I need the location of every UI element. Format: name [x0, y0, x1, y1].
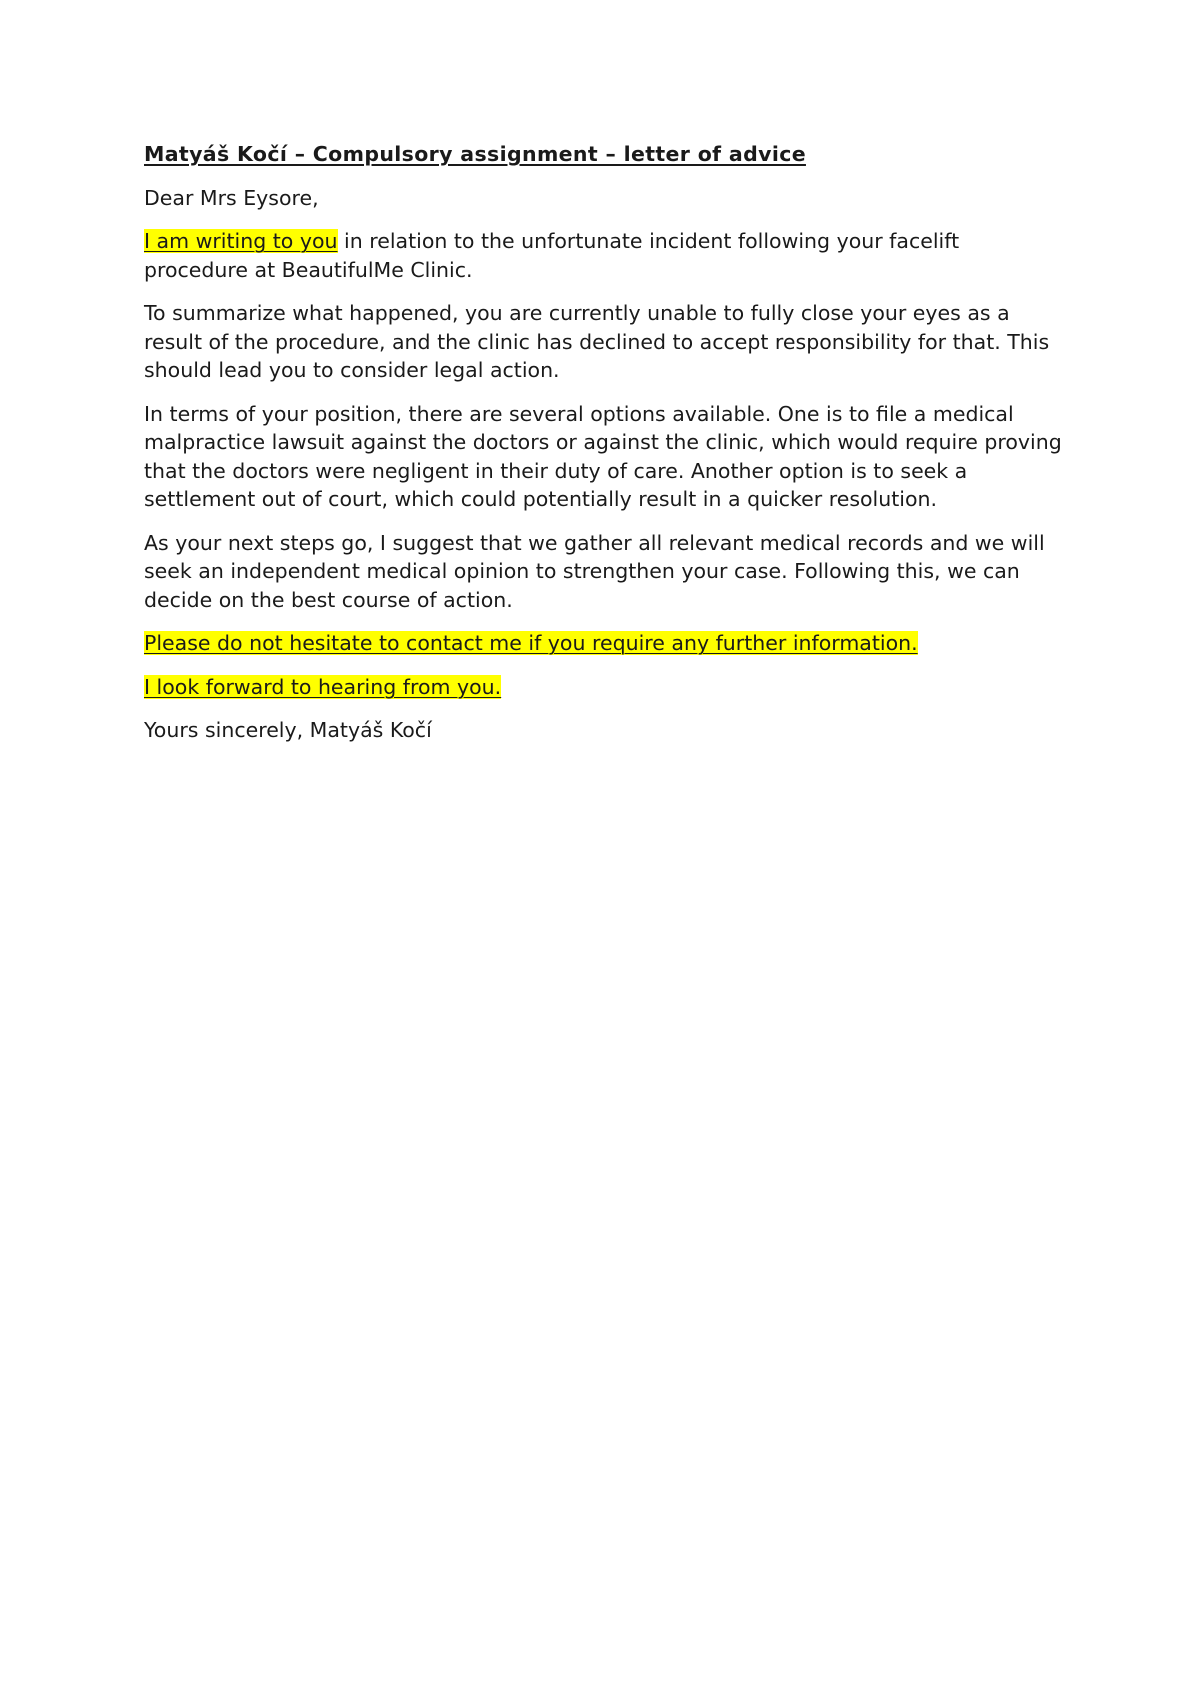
paragraph-intro: [144, 227, 1069, 284]
letter-title-text: Matyáš Kočí – Compulsory assignment – letter of advice: [144, 142, 806, 166]
closing-signature: Yours sincerely, Matyáš Kočí: [144, 718, 432, 742]
highlighted-look-forward-text: I look forward to hearing from you.: [144, 674, 502, 699]
salutation: Dear Mrs Eysore,: [144, 185, 319, 210]
paragraph-summary: To summarize what happened, you are currently unable to fully close your eyes as a result of the procedure, and the clinic has declined to accept responsibility for that. This should lead you to consider legal action.: [144, 301, 1050, 382]
highlighted-text: I am writing to you: [144, 229, 338, 253]
paragraph-position: In terms of your position, there are several options available. One is to file a medical malpractice lawsuit against the doctors or against the clinic, which would require proving that the doctors were negligent in their duty of care. Another option is to seek a settlement out of court, which could potentially result in a quicker resolution.: [144, 401, 1062, 511]
paragraph-next-steps: As your next steps go, I suggest that we gather all relevant medical records and we will seek an independent medical opinion to strengthen your case. Following this, we can decide on the best course of action.: [144, 530, 1045, 612]
highlighted-contact-text: Please do not hesitate to contact me if you require any further information.: [144, 631, 918, 655]
paragraph-look-forward: [144, 673, 1069, 702]
letter-title: [144, 140, 1069, 169]
paragraph-intro-text: in relation to the unfortunate incident following your facelift procedure at BeautifulMe Clinic.: [144, 229, 960, 282]
paragraph-contact: [144, 629, 1069, 658]
letter-body: [144, 140, 1069, 760]
